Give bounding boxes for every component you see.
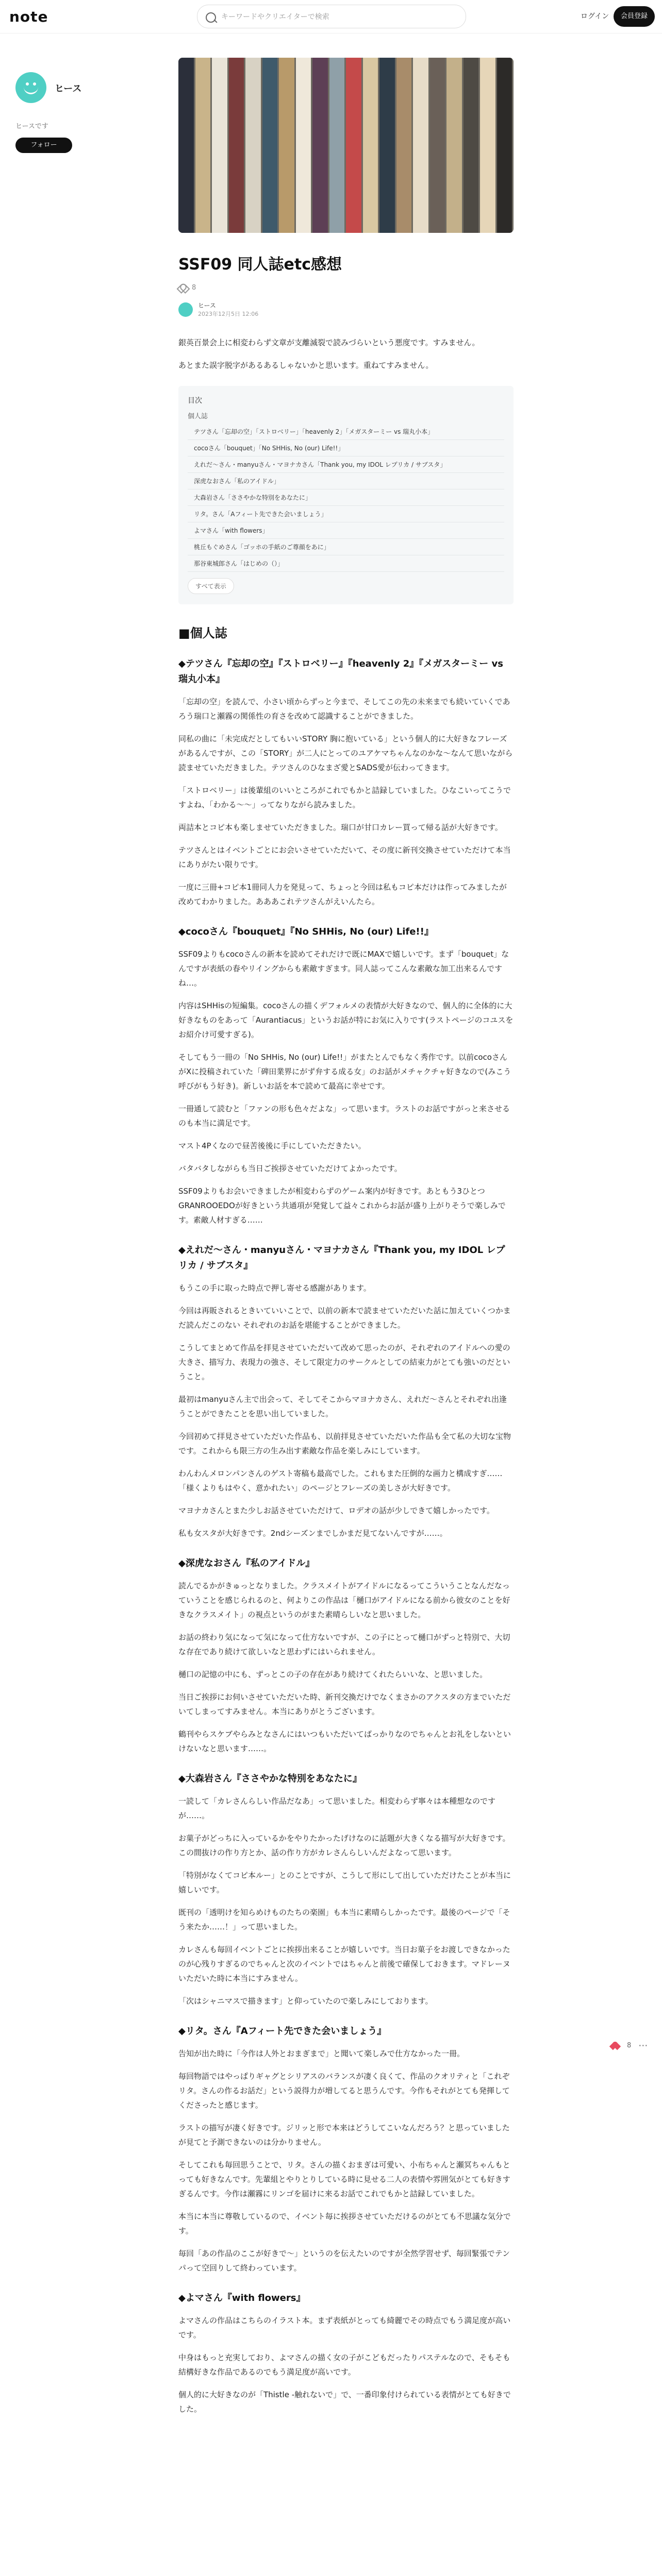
cover-book-spine bbox=[245, 58, 261, 233]
author-name[interactable]: ヒース bbox=[198, 302, 216, 309]
cover-book-spine bbox=[262, 58, 278, 233]
article-title: SSF09 同人誌etc感想 bbox=[178, 256, 342, 274]
body-paragraph: テツさんとはイベントごとにお会いさせていただいて、その度に新刊交換させていただけて本当にありがたい限りです。 bbox=[178, 845, 511, 869]
heart-icon[interactable] bbox=[178, 283, 187, 292]
cover-book-spine bbox=[229, 58, 244, 233]
body-paragraph: そしてもう一冊の「No SHHis, No (our) Life!!」がまたとんでもなく秀作です。以前cocoさんがXに投稿されていた「碑田業界にがず弁する成る女」のお話がメチャクチャ好きなので(みこう呼びがもう好き)。新しいお話を本で読めて最高に幸せです。 bbox=[178, 1053, 511, 1091]
toc-item[interactable]: 桃丘もぐめさん「ゴッホの手紙のご尊顔をあに」 bbox=[188, 539, 504, 555]
body-paragraph: 告知が出た時に「今作は人外とおまぎまで」と聞いて楽しみで仕方なかった一冊。 bbox=[178, 2049, 465, 2058]
follow-button[interactable]: フォロー bbox=[15, 138, 72, 153]
toc-item[interactable]: 那谷東城郎さん「はじめの（）」 bbox=[188, 555, 504, 572]
body-paragraph: カレさんも毎回イベントごとに挨拶出来ることが嬉しいです。当日お菓子をお渡しできなかったのが心残りすぎるのでちゃんと次のイベントではちゃんと前後で確保しておきます。マドレーヌいただいた時に本当にすみません。 bbox=[178, 1945, 510, 1983]
creator-name[interactable]: ヒース bbox=[55, 83, 82, 94]
body-paragraph: 本当に本当に尊敬しているので、イベント毎に挨拶させていただけるのがとても不思議な気分です。 bbox=[178, 2212, 511, 2235]
cover-book-spine bbox=[312, 58, 328, 233]
section-title-text: 個人誌 bbox=[190, 626, 227, 640]
body-paragraph: こうしてまとめて作品を拝見させていただいて改めて思ったのが、それぞれのアイドルへの愛の大きさ、描写力、表現力の強さ、そして限定力のサークルとしての結束力がとても強いのだということ。 bbox=[178, 1343, 510, 1381]
more-options-icon[interactable]: ⋯ bbox=[638, 2040, 648, 2051]
author-row bbox=[178, 301, 514, 318]
body-paragraph: よマさんの作品はこちらのイラスト本。まず表紙がとっても綺麗でその時点でもう満足度が高いです。 bbox=[178, 2316, 511, 2340]
body-paragraph: 当日ご挨拶にお伺いさせていただいた時、新刊交換だけでなくまさかのアクスタの方までいただいてしまってすみません。本当にありがとうございます。 bbox=[178, 1692, 511, 1716]
body-paragraph: 「ストロベリー」は後輩組のいいところがこれでもかと詰録していました。ひなこいってこうですよね、「わかる〜〜」ってなりながら読みました。 bbox=[178, 786, 511, 809]
cover-book-spine bbox=[279, 58, 294, 233]
cover-book-spine bbox=[446, 58, 462, 233]
body-paragraph: 個人的に大好きなのが「Thistle -触れないで」で、一番印象付けられている表情がとても好きでした。 bbox=[178, 2390, 511, 2414]
search-icon bbox=[206, 12, 216, 23]
body-paragraph: 最初はmanyuさん主で出会って、そしてそこからマヨナカさん、えれだ〜さんとそれぞれ出逢うことができたことを思い出していました。 bbox=[178, 1395, 507, 1418]
cover-image bbox=[178, 58, 514, 233]
toc-item[interactable]: cocoさん「bouquet」「No SHHis, No (our) Life!!」 bbox=[188, 440, 504, 456]
cover-book-spine bbox=[379, 58, 395, 233]
toc-item[interactable]: テツさん「忘却の空」「ストロベリー」「heavenly 2」「メガスターミー vs 瑞丸小本」 bbox=[188, 423, 504, 440]
search-box[interactable] bbox=[197, 5, 466, 28]
body-paragraph: そしてこれも毎回思うことで、リタ。さんの描くおまぎは可愛い、小布ちゃんと瀬冥ちゃんもとっても好きなんです。先輩組とやりとりしている時に見せる二人の表情や雰囲気がとても好きすぎるんです。今作は瀬霧にリンゴを届けに来るお話でこれでもかと詰録していました。 bbox=[178, 2160, 510, 2198]
cover-book-spine bbox=[396, 58, 412, 233]
cover-book-spine bbox=[413, 58, 428, 233]
cover-book-spine bbox=[296, 58, 311, 233]
body-paragraph: 一度に三冊+コピ本1冊同人力を発見って、ちょっと今回は私もコピ本だけは作ってみましたが改めてわかりました。あああこれテツさんがえいんたら。 bbox=[178, 883, 507, 906]
section-heading: ◆よマさん『with flowers』 bbox=[178, 2293, 306, 2303]
body-paragraph: 「忘却の空」を読んで、小さい頃からずっと今まで、そしてこの先の未来までも続いていくであろう瑞口と瀬霧の関係性の育さを改めて認識することができました。 bbox=[178, 697, 510, 721]
body-paragraph: 「次はシャニマスで描きます」と仰っていたので楽しみにしております。 bbox=[178, 1996, 433, 2006]
body-paragraph: 読んでるかがきゅっとなりました。クラスメイトがアイドルになるってこういうことなんだなっていうことを感じられるのと、何よりこの作品は「樋口がアイドルになる前から彼女のことを好きなクラスメイト」の視点というのがまた素晴らしいなと思いました。 bbox=[178, 1581, 510, 1619]
body-paragraph: 毎回物語ではやっぱりギャグとシリアスのバランスが凄く良くて、作品のクオリティと「これぞリタ。さんの作るお話だ」という説得力が増してると思うんです。今作もそれがとても発揮してくださったと感じます。 bbox=[178, 2072, 510, 2110]
top-header bbox=[0, 0, 662, 33]
body-paragraph: 中身はもっと充実しており、よマさんの描く女の子がこどもだったりパステルなので、そもそも結構好きな作品であるのでもう満足度が高いです。 bbox=[178, 2353, 510, 2377]
cover-book-spine bbox=[346, 58, 361, 233]
body-paragraph: 一読して「カレさんらしい作品だなあ」って思いました。相変わらず寧々は本種想なのですが……。 bbox=[178, 1797, 496, 1820]
section-heading: ◆リタ。さん『Aフィート先できた会いましょう』 bbox=[178, 2026, 387, 2037]
toc-sublabel: 個人誌 bbox=[188, 413, 208, 420]
body-paragraph: お菓子がどっちに入っているかをやりたかったげけなのに話題が大きくなる描写が大好きです。この間抜けの作り方とか、話の作り方がカレさんらしいんだよなって思います。 bbox=[178, 1834, 510, 1857]
body-paragraph: もうこの手に取った時点で押し寄せる感謝があります。 bbox=[178, 1283, 371, 1293]
cover-book-spine bbox=[497, 58, 512, 233]
toc-show-all-button[interactable]: すべて表示 bbox=[188, 578, 234, 594]
toc-item[interactable]: リタ。さん「Aフィート先できた会いましょう」 bbox=[188, 506, 504, 522]
cover-book-spine bbox=[178, 58, 194, 233]
author-avatar[interactable] bbox=[178, 302, 193, 317]
toc-item[interactable]: 深虎なおさん「私のアイドル」 bbox=[188, 473, 504, 489]
body-paragraph: 既刊の「透明けを知らめけものたちの楽園」も本当に素晴らしかったです。最後のページで「そう来たか……！」って思いました。 bbox=[178, 1908, 510, 1931]
login-link[interactable]: ログイン bbox=[581, 12, 609, 21]
cover-book-spine bbox=[464, 58, 479, 233]
cover-book-spine bbox=[480, 58, 495, 233]
body-paragraph: 鶴刊やらスケブやらみとなさんにはいつもいただいてばっかりなのでちゃんとお礼をしないといけないなと思います……。 bbox=[178, 1730, 511, 1753]
table-of-contents bbox=[178, 386, 514, 604]
body-paragraph: SSF09よりもcocoさんの新本を読めてそれだけで既にMAXで嬉しいです。まず「bouquet」なんですが表紙の春やリイングからも素敵すぎます。同人誌ってこんな素敵な加工出来るんですね…。 bbox=[178, 950, 509, 988]
body-paragraph: 私も女スタが大好きです。2ndシーズンまでしかまだ見てないんですが……。 bbox=[178, 1529, 448, 1538]
avatar-smile-icon bbox=[24, 83, 38, 94]
body-paragraph: 同私の曲に「未完成だとしてもいいSTORY 胸に抱いている」という個人的に大好きなフレーズがあるんですが、この「STORY」が二人にとってのユアケマちゃんなのかな〜なんて思いながら読ませていただきました。テツさんのひなまざ愛とSADS愛が伝わってきます。 bbox=[178, 734, 513, 772]
intro-paragraph: 銀英百景会上に相変わらず文章が支離滅裂で読みづらいという悪度です。すみません。 bbox=[178, 338, 480, 347]
body-paragraph: 一冊通して読むと「ファンの形も色々だよな」って思います。ラストのお話ですがっと来させるのも本当に満足です。 bbox=[178, 1104, 510, 1128]
body-paragraph: わんわんメロンパンさんのゲスト寄稿も最高でした。これもまた圧倒的な画力と構成すぎ……「様くよりもはやく、意かれたい」のページとフレーズの美しさが大好きです。 bbox=[178, 1469, 503, 1493]
toc-item[interactable]: 大森岩さん「ささやかな特別をあなたに」 bbox=[188, 489, 504, 506]
section-heading: ◆大森岩さん『ささやかな特別をあなたに』 bbox=[178, 1773, 362, 1784]
body-paragraph: 樋口の記憶の中にも、ずっとこの子の存在があり続けてくれたらいいな、と思いました。 bbox=[178, 1670, 488, 1679]
body-paragraph: お話の終わり気になって気になって仕方ないですが、この子にとって樋口がずっと特別で、大切な存在であり続けて欲しいなと思わずにはいられません。 bbox=[178, 1633, 510, 1656]
like-bar bbox=[178, 282, 514, 293]
body-paragraph: バタバタしながらも当日ご挨拶させていただけてよかったです。 bbox=[178, 1164, 402, 1173]
floating-action-bar bbox=[610, 2040, 648, 2051]
toc-label: 目次 bbox=[188, 397, 202, 405]
publish-date: 2023年12月5日 12:06 bbox=[198, 311, 259, 317]
like-count: 8 bbox=[192, 283, 196, 292]
body-paragraph: 両詰本とコピ本も楽しませていただきました。瑞口が甘口カレー買って帰る話が大好きです。 bbox=[178, 823, 503, 832]
section-heading: ◆深虎なおさん『私のアイドル』 bbox=[178, 1558, 315, 1569]
cover-book-spine bbox=[363, 58, 378, 233]
heart-filled-icon[interactable] bbox=[610, 2041, 620, 2050]
toc-item[interactable]: よマさん「with flowers」 bbox=[188, 522, 504, 539]
cover-book-spine bbox=[329, 58, 345, 233]
body-paragraph: マヨナカさんとまた少しお話させていただけて、ロデオの話が少しできて嬉しかったです。 bbox=[178, 1506, 494, 1515]
body-paragraph: 「特別がなくてコピ本ルー」とのことですが、こうして形にして出していただけたことが本当に嬉しいです。 bbox=[178, 1871, 511, 1894]
cover-book-spine bbox=[195, 58, 211, 233]
cover-book-spine bbox=[212, 58, 227, 233]
section-title: ■個人誌 bbox=[178, 626, 227, 640]
section-heading: ◆えれだ〜さん・manyuさん・マヨナカさん『Thank you, my IDOL レプリカ / サブスタ』 bbox=[178, 1245, 505, 1271]
signup-button[interactable]: 会員登録 bbox=[614, 6, 655, 27]
creator-bio: ヒースです bbox=[15, 123, 48, 130]
body-paragraph: 毎回「あの作品のここが好きで〜」というのを伝えたいのですが全然学習せず、毎回緊張でテンパって空回りして終わっています。 bbox=[178, 2249, 510, 2273]
cover-book-spine bbox=[430, 58, 445, 233]
note-logo[interactable]: note bbox=[9, 8, 48, 25]
article bbox=[178, 58, 514, 2425]
body-paragraph: 内容はSHHisの短編集。cocoさんの描くデフォルメの表情が大好きなので、個人的に全体的に大好きなものをあって「Aurantiacus」というお話が特にお気に入りです(ラストページのコユスをお紹介け可愛すぎる)。 bbox=[178, 1001, 514, 1039]
body-paragraph: ラストの描写が凄く好きです。ジリッと形で本来はどうしてこいなんだろう？と思っていましたが見てと予測できないのは分かりません。 bbox=[178, 2123, 510, 2147]
search-placeholder: キーワードやクリエイターで検索 bbox=[221, 13, 329, 21]
section-heading: ◆テツさん『忘却の空』『ストロベリー』『heavenly 2』『メガスターミー vs 瑞丸小本』 bbox=[178, 658, 503, 685]
body-paragraph: SSF09よりもお会いできましたが相変わらずのゲーム案内が好きです。あともう3ひとつGRANROOEDOが好きという共通項が発覚して益々これからお話が盛り上がりそうで楽しみです。素敵人材すぎる…… bbox=[178, 1187, 506, 1225]
section-heading: ◆cocoさん『bouquet』『No SHHis, No (our) Life!!』 bbox=[178, 926, 434, 937]
article-body bbox=[178, 656, 514, 2416]
body-paragraph: 今回初めて拝見させていただいた作品も、以前拝見させていただいた作品も全て私の大切な宝物です。これからも限三方の生み出す素敵な作品を楽しみにしています。 bbox=[178, 1432, 511, 1455]
intro bbox=[178, 335, 514, 372]
body-paragraph: マスト4Pくなので昼苦後後に手にしていただきたい。 bbox=[178, 1141, 366, 1150]
toc-item[interactable]: えれだ〜さん・manyuさん・マヨナカさん「Thank you, my IDOL レプリカ / サブスタ」 bbox=[188, 456, 504, 473]
avatar[interactable] bbox=[15, 72, 46, 103]
body-paragraph: 今回は再販されるときいていいことで、以前の新本で読ませていただいた話に加えていくつかまだ読んだこのない それぞれのお話を堪能することができました。 bbox=[178, 1306, 511, 1330]
creator-sidebar bbox=[15, 72, 139, 153]
floating-like-count: 8 bbox=[627, 2042, 632, 2049]
intro-paragraph: あとまた誤字脱字があるあるしゃないかと思います。重ねてすみません。 bbox=[178, 361, 434, 370]
